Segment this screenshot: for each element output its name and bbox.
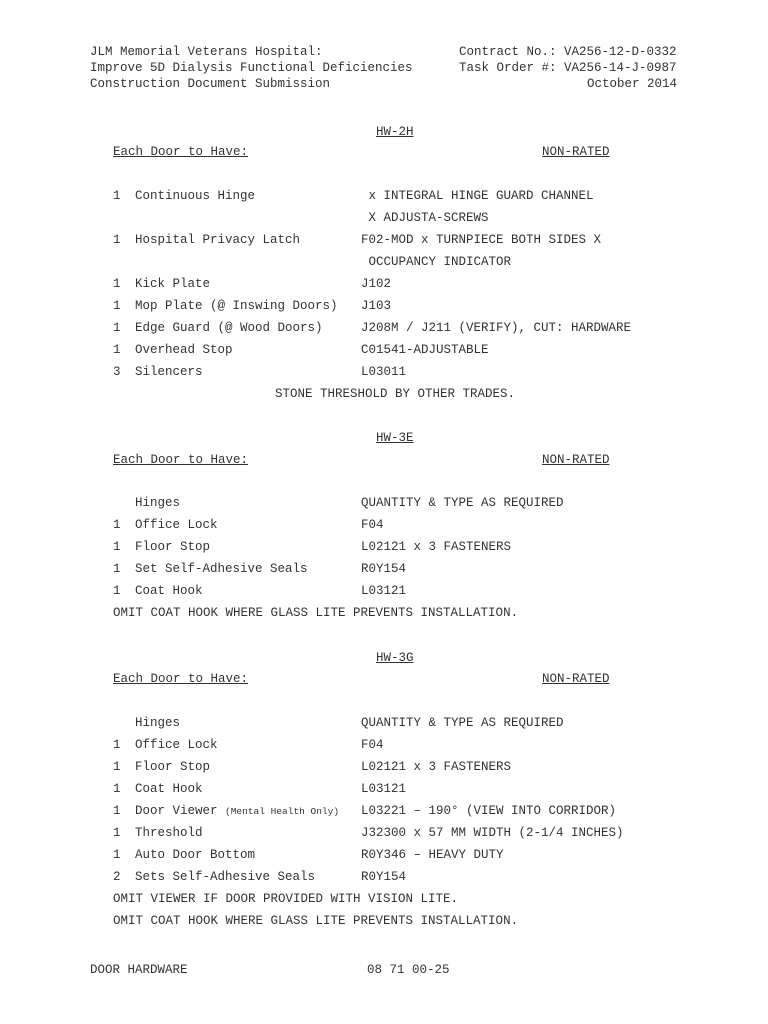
row-qty: 1	[113, 321, 121, 335]
section-title: HW-3E	[376, 431, 414, 445]
section-title: HW-3G	[376, 651, 414, 665]
row-item: Floor Stop	[135, 540, 211, 554]
row-spec: J32300 x 57 MM WIDTH (2-1/4 INCHES)	[361, 826, 624, 840]
section-note: STONE THRESHOLD BY OTHER TRADES.	[275, 387, 516, 401]
row-spec: QUANTITY & TYPE AS REQUIRED	[361, 496, 564, 510]
row-item: Kick Plate	[135, 277, 211, 291]
rating-label: NON-RATED	[542, 672, 610, 686]
row-item: Threshold	[135, 826, 203, 840]
row-qty: 3	[113, 365, 121, 379]
row-qty: 1	[113, 233, 121, 247]
row-qty: 1	[113, 848, 121, 862]
row-item: Hospital Privacy Latch	[135, 233, 301, 247]
row-item: Office Lock	[135, 738, 218, 752]
row-spec: L02121 x 3 FASTENERS	[361, 540, 512, 554]
row-item: Coat Hook	[135, 782, 203, 796]
each-door-label: Each Door to Have:	[113, 453, 249, 467]
footer-section-name: DOOR HARDWARE	[90, 963, 188, 977]
section-note: OMIT COAT HOOK WHERE GLASS LITE PREVENTS INSTALLATION.	[113, 606, 519, 620]
header-left-line-2: Improve 5D Dialysis Functional Deficiencies	[90, 61, 413, 75]
section-note: OMIT VIEWER IF DOOR PROVIDED WITH VISION LITE.	[113, 892, 459, 906]
each-door-label: Each Door to Have:	[113, 145, 249, 159]
row-item: Overhead Stop	[135, 343, 233, 357]
row-item: Office Lock	[135, 518, 218, 532]
header-left-line-3: Construction Document Submission	[90, 77, 331, 91]
row-item: Silencers	[135, 365, 203, 379]
each-door-label: Each Door to Have:	[113, 672, 249, 686]
row-spec: F04	[361, 518, 384, 532]
row-item-label: Door Viewer	[135, 804, 218, 818]
row-item: Mop Plate (@ Inswing Doors)	[135, 299, 338, 313]
row-spec: J208M / J211 (VERIFY), CUT: HARDWARE	[361, 321, 632, 335]
row-qty: 1	[113, 343, 121, 357]
page-number: 08 71 00-25	[367, 963, 450, 977]
row-item-note: (Mental Health Only)	[225, 806, 340, 817]
row-spec: QUANTITY & TYPE AS REQUIRED	[361, 716, 564, 730]
row-spec: F04	[361, 738, 384, 752]
row-item: Continuous Hinge	[135, 189, 256, 203]
row-spec: x INTEGRAL HINGE GUARD CHANNEL	[361, 189, 594, 203]
row-qty: 1	[113, 518, 121, 532]
row-item: Hinges	[135, 496, 181, 510]
section-title: HW-2H	[376, 125, 414, 139]
row-spec: L02121 x 3 FASTENERS	[361, 760, 512, 774]
row-spec: L03121	[361, 782, 407, 796]
row-qty: 1	[113, 804, 121, 818]
row-spec: F02-MOD x TURNPIECE BOTH SIDES X	[361, 233, 602, 247]
row-item: Sets Self-Adhesive Seals	[135, 870, 316, 884]
rating-label: NON-RATED	[542, 145, 610, 159]
row-spec: R0Y154	[361, 870, 407, 884]
contract-number: Contract No.: VA256-12-D-0332	[459, 45, 677, 59]
row-spec: R0Y346 – HEAVY DUTY	[361, 848, 504, 862]
row-spec: X ADJUSTA-SCREWS	[361, 211, 489, 225]
header-left-line-1: JLM Memorial Veterans Hospital:	[90, 45, 323, 59]
row-qty: 1	[113, 782, 121, 796]
row-qty: 1	[113, 826, 121, 840]
row-item: Hinges	[135, 716, 181, 730]
row-qty: 1	[113, 584, 121, 598]
row-item: Floor Stop	[135, 760, 211, 774]
row-qty: 1	[113, 738, 121, 752]
row-spec: C01541-ADJUSTABLE	[361, 343, 489, 357]
row-spec: J103	[361, 299, 392, 313]
section-note: OMIT COAT HOOK WHERE GLASS LITE PREVENTS INSTALLATION.	[113, 914, 519, 928]
row-qty: 1	[113, 189, 121, 203]
row-spec: OCCUPANCY INDICATOR	[361, 255, 512, 269]
row-spec: L03121	[361, 584, 407, 598]
row-qty: 1	[113, 540, 121, 554]
row-item	[135, 803, 339, 820]
row-qty: 1	[113, 299, 121, 313]
row-spec: L03011	[361, 365, 407, 379]
row-spec: R0Y154	[361, 562, 407, 576]
row-qty: 1	[113, 562, 121, 576]
row-spec: J102	[361, 277, 392, 291]
task-order-number: Task Order #: VA256-14-J-0987	[459, 61, 677, 75]
row-item: Set Self-Adhesive Seals	[135, 562, 308, 576]
row-item: Edge Guard (@ Wood Doors)	[135, 321, 323, 335]
document-date: October 2014	[586, 77, 677, 91]
row-item: Auto Door Bottom	[135, 848, 256, 862]
row-qty: 1	[113, 760, 121, 774]
row-item: Coat Hook	[135, 584, 203, 598]
rating-label: NON-RATED	[542, 453, 610, 467]
row-qty: 1	[113, 277, 121, 291]
row-spec: L03221 – 190° (VIEW INTO CORRIDOR)	[361, 804, 617, 818]
row-qty: 2	[113, 870, 121, 884]
